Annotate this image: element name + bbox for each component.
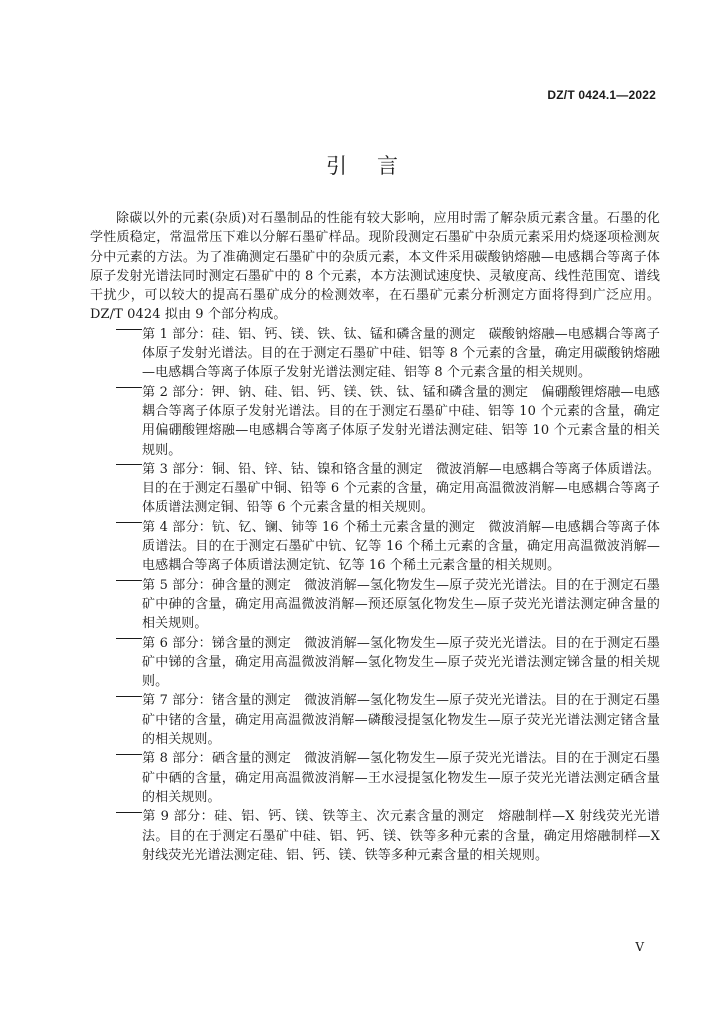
list-item xyxy=(90,634,660,692)
part-text: 第 9 部分：硅、铝、钙、镁、铁等主、次元素含量的测定 熔融制样—X 射线荧光光谱法。目的在于测定石墨矿中硅、铝、钙、镁、铁等多种元素的含量，确定用熔融制样—X 射线荧光光谱法测定硅、铝、钙、镁、铁等多种元素含量的相关规则。 xyxy=(142,809,660,863)
em-dash xyxy=(116,754,142,756)
body-content xyxy=(90,209,660,865)
part-text: 第 8 部分：硒含量的测定 微波消解—氢化物发生—原子荧光光谱法。目的在于测定石墨矿中硒的含量，确定用高温微波消解—王水浸提氢化物发生—原子荧光光谱法测定硒含量的相关规则。 xyxy=(142,751,660,805)
em-dash xyxy=(116,812,142,814)
em-dash xyxy=(116,580,142,582)
page-title: 引言 xyxy=(326,154,428,178)
parts-list xyxy=(90,325,660,865)
list-item xyxy=(90,325,660,383)
page-number: V xyxy=(635,940,644,954)
part-text: 第 4 部分：钪、钇、镧、铈等 16 个稀土元素含量的测定 微波消解—电感耦合等离子体质谱法。目的在于测定石墨矿中钪、钇等 16 个稀土元素的含量，确定用高温微波消解—电感耦合等离子体质谱法测定钪、钇等 16 个稀土元素含量的相关规则。 xyxy=(142,519,660,574)
em-dash xyxy=(116,329,142,331)
em-dash xyxy=(116,387,142,389)
em-dash xyxy=(116,696,142,698)
em-dash xyxy=(116,638,142,640)
list-item xyxy=(90,383,660,460)
list-item xyxy=(90,807,660,865)
intro-paragraph: 除碳以外的元素(杂质)对石墨制品的性能有较大影响，应用时需了解杂质元素含量。石墨的化学性质稳定，常温常压下难以分解石墨矿样品。现阶段测定石墨矿中杂质元素采用灼烧逐项检测灰分中元素的方法。为了准确测定石墨矿中的杂质元素，本文件采用碳酸钠熔融—电感耦合等离子体原子发射光谱法同时测定石墨矿中的 8 个元素，本方法测试速度快、灵敏度高、线性范围宽、谱线干扰少，可以较大的提高石墨矿成分的检测效率，在石墨矿元素分析测定方面将得到广泛应用。DZ/T 0424 拟由 9 个部分构成。 xyxy=(90,211,660,323)
list-item xyxy=(90,460,660,518)
part-text: 第 2 部分：钾、钠、硅、铝、钙、镁、铁、钛、锰和磷含量的测定 偏硼酸锂熔融—电感耦合等离子体原子发射光谱法。目的在于测定石墨矿中硅、铝等 10 个元素的含量，确定用偏硼酸锂熔融—电感耦合等离子体原子发射光谱法测定硅、铝等 10 个元素含量的相关规则。 xyxy=(142,384,660,458)
part-text: 第 6 部分：锑含量的测定 微波消解—氢化物发生—原子荧光光谱法。目的在于测定石墨矿中锑的含量，确定用高温微波消解—氢化物发生—原子荧光光谱法测定锑含量的相关规则。 xyxy=(142,635,660,690)
em-dash xyxy=(116,522,142,524)
list-item xyxy=(90,576,660,634)
em-dash xyxy=(116,464,142,466)
list-item xyxy=(90,691,660,749)
list-item xyxy=(90,749,660,807)
part-text: 第 7 部分：锗含量的测定 微波消解—氢化物发生—原子荧光光谱法。目的在于测定石墨矿中锗的含量，确定用高温微波消解—磷酸浸提氢化物发生—原子荧光光谱法测定锗含量的相关规则。 xyxy=(142,693,660,748)
part-text: 第 5 部分：砷含量的测定 微波消解—氢化物发生—原子荧光光谱法。目的在于测定石墨矿中砷的含量，确定用高温微波消解—预还原氢化物发生—原子荧光光谱法测定砷含量的相关规则。 xyxy=(142,577,660,632)
list-item xyxy=(90,518,660,576)
part-text: 第 3 部分：铜、铅、锌、钴、镍和铬含量的测定 微波消解—电感耦合等离子体质谱法。目的在于测定石墨矿中铜、铅等 6 个元素的含量，确定用高温微波消解—电感耦合等离子体质谱法测定铜、铅等 6 个元素含量的相关规则。 xyxy=(142,461,660,516)
standard-code: DZ/T 0424.1—2022 xyxy=(547,88,656,102)
part-text: 第 1 部分：硅、铝、钙、镁、铁、钛、锰和磷含量的测定 碳酸钠熔融—电感耦合等离子体原子发射光谱法。目的在于测定石墨矿中硅、铝等 8 个元素的含量，确定用碳酸钠熔融—电感耦合等离子体原子发射光谱法测定硅、铝等 8 个元素含量的相关规则。 xyxy=(142,326,660,381)
